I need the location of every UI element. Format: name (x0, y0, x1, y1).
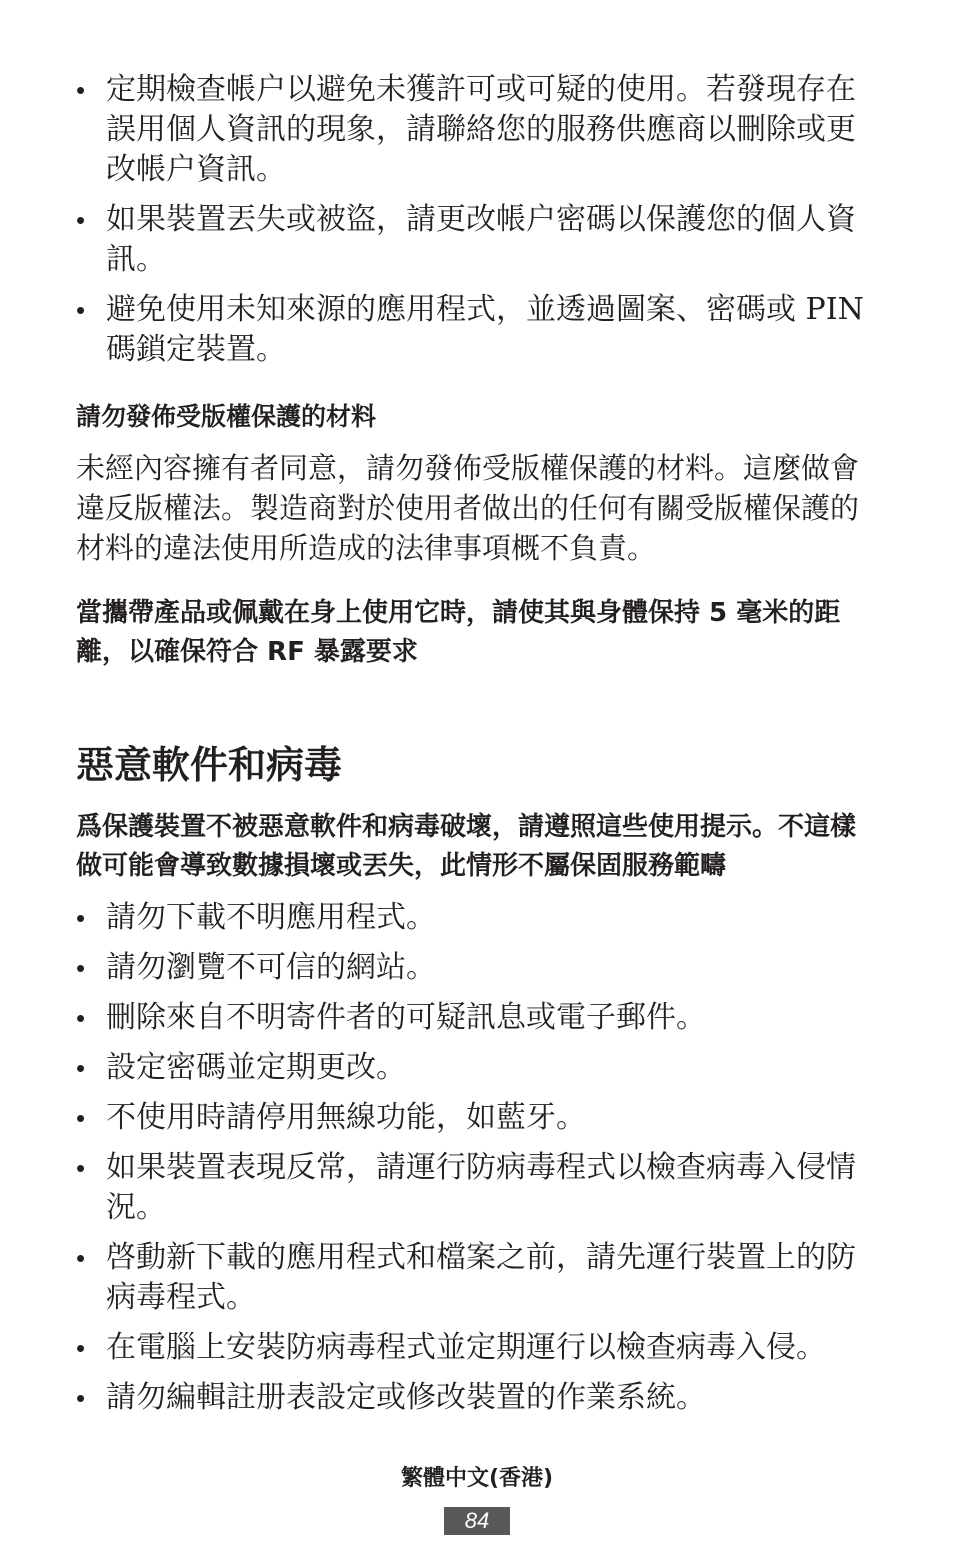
rf-exposure-heading: 當攜帶產品或佩戴在身上使用它時，請使其與身體保持 5 毫米的距離，以確保符合 RF 暴露要求 (76, 598, 841, 667)
malware-section-title: 惡意軟件和病毒 (76, 743, 343, 787)
bullet-icon: • (76, 1243, 86, 1273)
page-content (76, 70, 866, 1428)
list-item (76, 898, 866, 938)
bullet-icon: • (76, 903, 86, 933)
list-item-text: 在電腦上安裝防病毒程式並定期運行以檢查病毒入侵。 (106, 1330, 826, 1365)
page-number-badge: 84 (444, 1507, 510, 1535)
bullet-icon: • (76, 1383, 86, 1413)
bullet-icon: • (76, 75, 86, 105)
bullet-icon: • (76, 1103, 86, 1133)
bullet-icon: • (76, 295, 86, 325)
copyright-body: 未經內容擁有者同意，請勿發佈受版權保護的材料。這麼做會違反版權法。製造商對於使用者做出的任何有關受版權保護的材料的違法使用所造成的法律事項概不負責。 (76, 451, 860, 565)
footer-language-label: 繁體中文(香港) (400, 1466, 554, 1491)
list-item-text: 定期檢查帳户以避免未獲許可或可疑的使用。若發現存在誤用個人資訊的現象，請聯絡您的服務供應商以刪除或更改帳户資訊。 (106, 72, 856, 187)
bullet-icon: • (76, 953, 86, 983)
list-item-text: 啓動新下載的應用程式和檔案之前，請先運行裝置上的防病毒程式。 (106, 1240, 856, 1315)
bullet-icon: • (76, 1333, 86, 1363)
list-item-text: 避免使用未知來源的應用程式，並透過圖案、密碼或 PIN 碼鎖定裝置。 (106, 292, 864, 367)
list-item-text: 請勿編輯註册表設定或修改裝置的作業系統。 (106, 1380, 706, 1415)
list-item (76, 1098, 866, 1138)
list-item (76, 1148, 866, 1228)
malware-intro: 爲保護裝置不被惡意軟件和病毒破壞，請遵照這些使用提示。不這樣做可能會導致數據損壞或丟失，此情形不屬保固服務範疇 (76, 812, 857, 881)
list-item (76, 1378, 866, 1418)
list-item-text: 如果裝置表現反常，請運行防病毒程式以檢查病毒入侵情況。 (106, 1150, 856, 1225)
list-item-text: 刪除來自不明寄件者的可疑訊息或電子郵件。 (106, 1000, 706, 1035)
bullet-icon: • (76, 1053, 86, 1083)
list-item (76, 998, 866, 1038)
list-item (76, 1238, 866, 1318)
list-item-text: 請勿瀏覽不可信的網站。 (106, 950, 436, 985)
list-item (76, 1328, 866, 1368)
list-item-text: 如果裝置丟失或被盜，請更改帳户密碼以保護您的個人資訊。 (106, 202, 856, 277)
list-item (76, 200, 866, 280)
intro-bullet-list (76, 70, 866, 370)
bullet-icon: • (76, 1003, 86, 1033)
list-item-text: 請勿下載不明應用程式。 (106, 900, 436, 935)
list-item-text: 不使用時請停用無線功能，如藍牙。 (106, 1100, 586, 1135)
bullet-icon: • (76, 205, 86, 235)
list-item (76, 70, 866, 190)
malware-bullet-list (76, 898, 866, 1418)
list-item (76, 948, 866, 988)
list-item (76, 1048, 866, 1088)
list-item-text: 設定密碼並定期更改。 (106, 1050, 406, 1085)
bullet-icon: • (76, 1153, 86, 1183)
list-item (76, 290, 866, 370)
copyright-heading: 請勿發佈受版權保護的材料 (76, 402, 377, 431)
